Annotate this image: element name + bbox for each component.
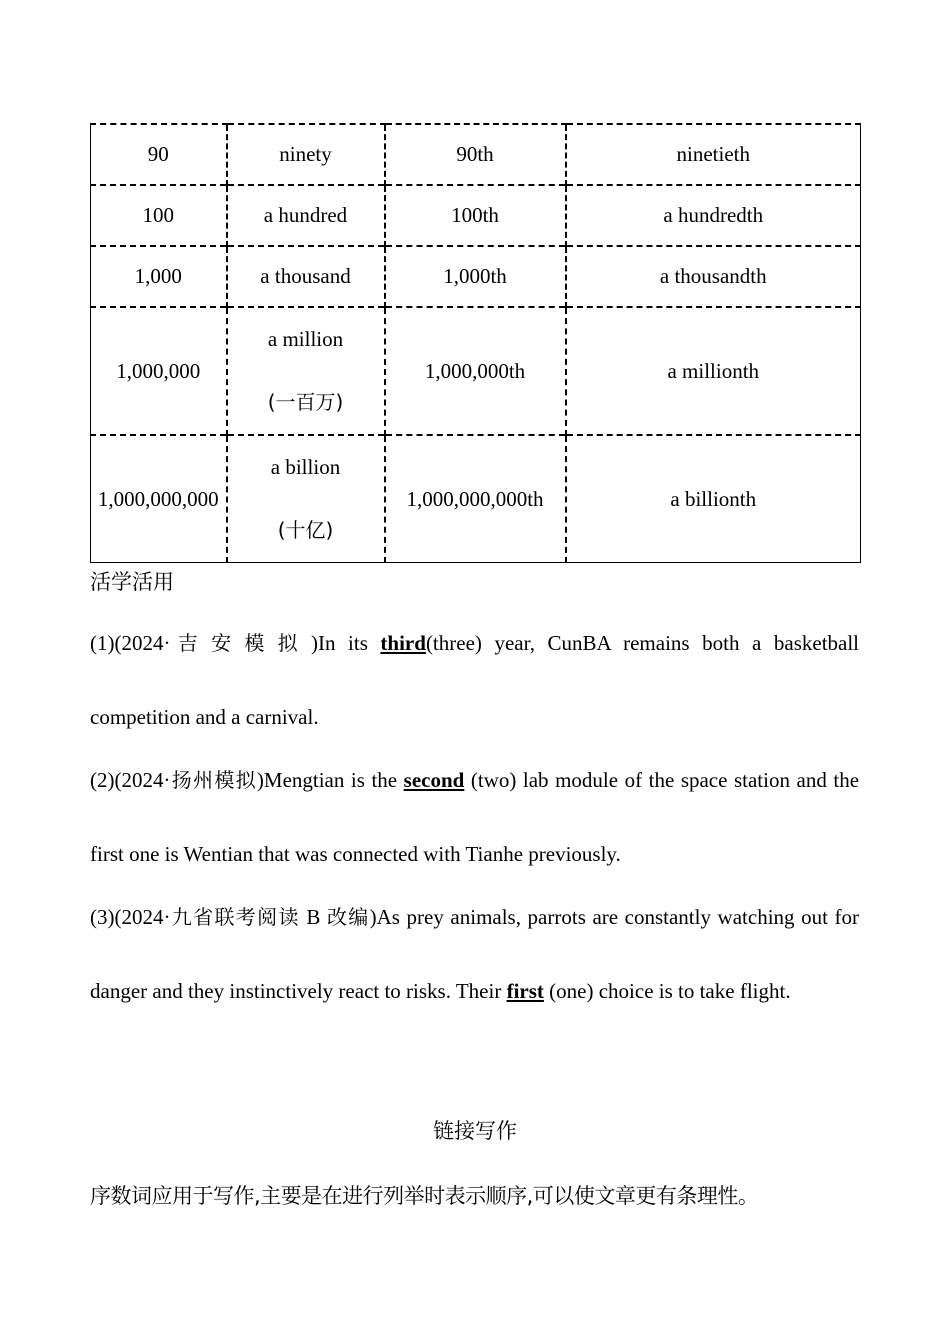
item-prefix: (3)(2024·: [90, 905, 171, 929]
table-row: [91, 435, 861, 563]
word-cell: [227, 307, 385, 435]
cardinal-cell: 100: [91, 185, 227, 246]
table-row: [91, 124, 861, 185]
item-text: )In its: [310, 631, 381, 655]
ordinal-cell: 100th: [385, 185, 566, 246]
word-cell: a hundred: [227, 185, 385, 246]
word-chinese-note: (十亿): [277, 518, 334, 542]
item-source-mid: B: [299, 905, 327, 929]
practice-heading: 活学活用: [90, 570, 174, 594]
ordinal-word-cell: a thousandth: [566, 246, 861, 307]
item-answer: first: [506, 979, 544, 1003]
item-text-end: (three) year, CunBA remains both a basketball competition and a carnival.: [90, 631, 860, 729]
item-answer: third: [380, 631, 426, 655]
writing-heading: 链接写作: [433, 1119, 517, 1143]
table-row: [91, 246, 861, 307]
item-source: 扬州模拟: [170, 768, 257, 792]
item-source: 吉安模拟: [170, 631, 311, 655]
table-row: [91, 185, 861, 246]
item-source-end: 改编: [326, 905, 370, 929]
item-text: )As prey animals, parrots are constantly watching out for danger and they instinctively react to risks. Their: [90, 905, 860, 1003]
item-prefix: (1)(2024·: [90, 631, 171, 655]
ordinal-word-cell: a billionth: [566, 435, 861, 563]
writing-summary: 序数词应用于写作,主要是在进行列举时表示顺序,可以使文章更有条理性。: [90, 1184, 759, 1208]
ordinal-cell: 1,000th: [385, 246, 566, 307]
ordinal-cell: 1,000,000,000th: [385, 435, 566, 563]
ordinal-number-table: [90, 123, 861, 563]
item-text: )Mengtian is the: [256, 768, 404, 792]
item-source: 九省联考阅读: [170, 905, 300, 929]
table-row: [91, 307, 861, 435]
ordinal-word-cell: ninetieth: [566, 124, 861, 185]
word-text: a million: [267, 327, 344, 351]
ordinal-cell: 1,000,000th: [385, 307, 566, 435]
ordinal-cell: 90th: [385, 124, 566, 185]
word-cell: ninety: [227, 124, 385, 185]
cardinal-cell: 1,000: [91, 246, 227, 307]
word-cell: [227, 435, 385, 563]
word-text: a billion: [270, 455, 341, 479]
item-answer: second: [403, 768, 465, 792]
word-chinese-note: (一百万): [267, 390, 344, 414]
practice-item: [90, 880, 859, 1028]
item-text-end: (two) lab module of the space station and the first one is Wentian that was connected with Tianhe previously.: [90, 768, 860, 866]
item-prefix: (2)(2024·: [90, 768, 171, 792]
ordinal-word-cell: a millionth: [566, 307, 861, 435]
practice-item: [90, 743, 859, 891]
cardinal-cell: 90: [91, 124, 227, 185]
cardinal-cell: 1,000,000,000: [91, 435, 227, 563]
practice-item: [90, 606, 859, 754]
word-cell: a thousand: [227, 246, 385, 307]
item-text-end: (one) choice is to take flight.: [543, 979, 791, 1003]
ordinal-word-cell: a hundredth: [566, 185, 861, 246]
cardinal-cell: 1,000,000: [91, 307, 227, 435]
